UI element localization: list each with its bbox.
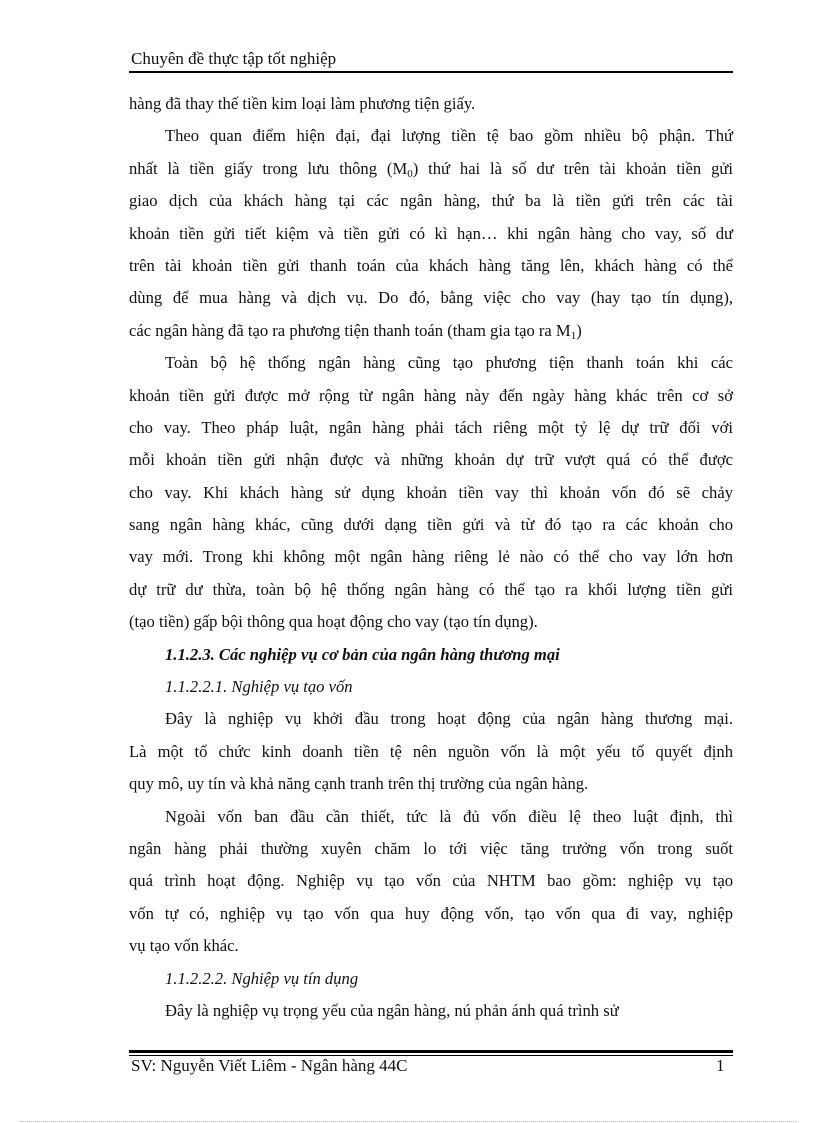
section-heading: 1.1.2.2.2. Nghiệp vụ tín dụng (165, 968, 359, 988)
text-line: cho vay. Khi khách hàng sử dụng khoản tiền vay thì khoản vốn đó sẽ chảy (129, 482, 733, 502)
text-line: ngân hàng phải thường xuyên chăm lo tới việc tăng trưởng vốn trong suốt (129, 838, 733, 858)
subscript: 0 (407, 167, 413, 180)
text-line: quy mô, uy tín và khả năng cạnh tranh trên thị trường của ngân hàng. (129, 774, 589, 794)
text-line: khoản tiền gửi được mở rộng từ ngân hàng này đến ngày hàng khác trên cơ sở (129, 385, 733, 405)
text-line: (tạo tiền) gấp bội thông qua hoạt động cho vay (tạo tín dụng). (129, 612, 538, 632)
text-line: dự trữ dư thừa, toàn bộ hệ thống ngân hàng có thể tạo ra khối lượng tiền gửi (129, 579, 733, 599)
text-line: Đây là nghiệp vụ trọng yếu của ngân hàng, nú phản ánh quá trình sử (165, 1000, 619, 1020)
body-text (129, 88, 733, 1027)
footer-author: SV: Nguyễn Viết Liêm - Ngân hàng 44C (131, 1056, 408, 1075)
header-rule (129, 71, 733, 73)
text-line: trên tài khoản tiền gửi thanh toán của khách hàng tăng lên, khách hàng có thể (129, 255, 733, 275)
page-number: 1 (716, 1056, 725, 1075)
section-heading: 1.1.2.2.1. Nghiệp vụ tạo vốn (165, 677, 353, 697)
text-line: Đây là nghiệp vụ khởi đầu trong hoạt động của ngân hàng thương mại. (165, 709, 733, 729)
running-header: Chuyên đề thực tập tốt nghiệp (131, 49, 337, 68)
section-heading: 1.1.2.3. Các nghiệp vụ cơ bản của ngân hàng thương mại (165, 644, 560, 664)
page-edge-dotted (20, 1121, 796, 1122)
footer-rule-thick (129, 1050, 733, 1053)
text-line: giao dịch của khách hàng tại các ngân hàng, thứ ba là tiền gửi trên các tài (129, 191, 733, 211)
text-line: Theo quan điểm hiện đại, đại lượng tiền tệ bao gồm nhiều bộ phận. Thứ (165, 126, 733, 146)
text-line: sang ngân hàng khác, cũng dưới dạng tiền gửi và từ đó tạo ra các khoản cho (129, 515, 733, 535)
text-line: vay mới. Trong khi không một ngân hàng riêng lẻ nào có thể cho vay lớn hơn (129, 547, 733, 567)
text-line: hàng đã thay thế tiền kim loại làm phương tiện giấy. (129, 94, 476, 113)
text-line: các ngân hàng đã tạo ra phương tiện thanh toán (tham gia tạo ra $M_1$) (129, 320, 582, 342)
text-line: Toàn bộ hệ thống ngân hàng cũng tạo phương tiện thanh toán khi các (165, 353, 733, 373)
text-line: vụ tạo vốn khác. (129, 936, 239, 956)
text-line: nhất là tiền giấy trong lưu thông $(M_0)$ thứ hai là số dư trên tài khoản tiền gửi (129, 158, 733, 180)
text-line: dùng để mua hàng và dịch vụ. Do đó, bằng việc cho vay (hay tạo tín dụng), (129, 288, 733, 308)
text-line: mỗi khoản tiền gửi nhận được và những khoản dự trữ vượt quá có thể được (129, 450, 733, 470)
text-line: vốn tự có, nghiệp vụ tạo vốn qua huy động vốn, tạo vốn qua đi vay, nghiệp (129, 903, 733, 923)
subscript: 1 (570, 329, 577, 342)
text-line: Là một tổ chức kinh doanh tiền tệ nên nguồn vốn là một yếu tố quyết định (129, 741, 733, 761)
text-line: quá trình hoạt động. Nghiệp vụ tạo vốn của NHTM bao gồm: nghiệp vụ tạo (129, 871, 733, 891)
text-line: khoản tiền gửi tiết kiệm và tiền gửi có kì hạn… khi ngân hàng cho vay, số dư (129, 223, 733, 243)
text-line: Ngoài vốn ban đầu cần thiết, tức là đủ vốn điều lệ theo luật định, thì (165, 806, 733, 826)
text-line: cho vay. Theo pháp luật, ngân hàng phải tách riêng một tỷ lệ dự trữ đối với (129, 417, 733, 437)
